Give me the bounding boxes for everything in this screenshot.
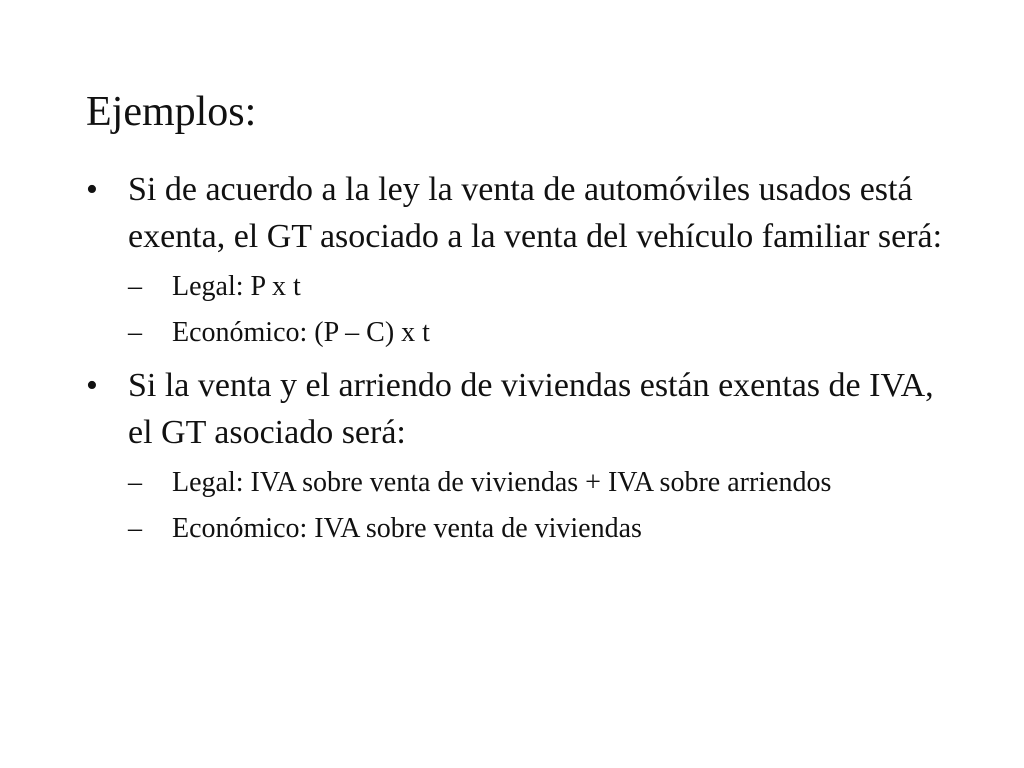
sub-item-text: Legal: P x t bbox=[172, 271, 301, 302]
sub-item-legal bbox=[128, 466, 966, 499]
sub-item-text: Económico: (P – C) x t bbox=[172, 317, 430, 348]
slide-title: Ejemplos: bbox=[86, 89, 257, 135]
sub-marker: – bbox=[128, 467, 142, 498]
sub-marker: – bbox=[128, 317, 142, 348]
bullet-text: Si la venta y el arriendo de viviendas están exentas de IVA, el GT asociado será: bbox=[128, 367, 934, 451]
sub-list bbox=[128, 270, 966, 349]
bullet-text: Si de acuerdo a la ley la venta de automóviles usados está exenta, el GT asociado a la venta del vehículo familiar será: bbox=[128, 171, 943, 255]
bullet-item-housing bbox=[86, 362, 966, 545]
sub-item-legal bbox=[128, 270, 966, 303]
sub-marker: – bbox=[128, 271, 142, 302]
bullet-marker: • bbox=[86, 367, 98, 404]
sub-marker: – bbox=[128, 513, 142, 544]
sub-item-economic bbox=[128, 316, 966, 349]
bullet-item-used-cars bbox=[86, 166, 966, 349]
sub-list bbox=[128, 466, 966, 545]
bullet-marker: • bbox=[86, 171, 98, 208]
bullet-list bbox=[86, 166, 966, 558]
sub-item-text: Legal: IVA sobre venta de viviendas + IVA sobre arriendos bbox=[172, 467, 832, 498]
sub-item-text: Económico: IVA sobre venta de viviendas bbox=[172, 513, 642, 544]
sub-item-economic bbox=[128, 512, 966, 545]
